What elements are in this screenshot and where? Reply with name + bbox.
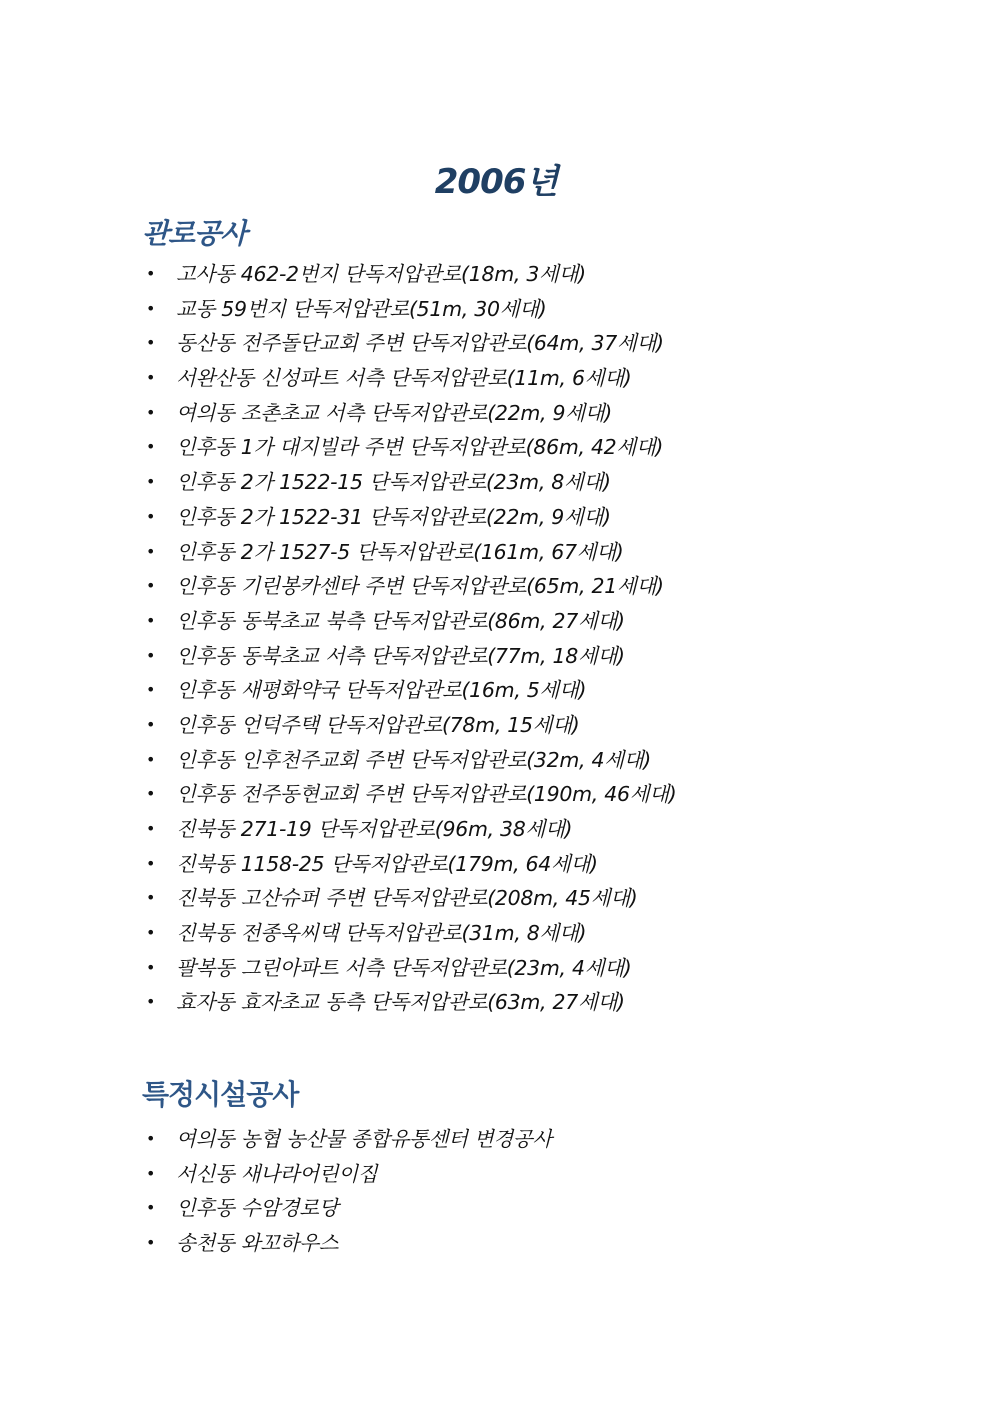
list-item-text: 인후동 새평화약국 단독저압관로(16m, 5세대): [176, 678, 587, 703]
bullet-icon: •: [146, 437, 156, 457]
list-item-text: 인후동 언덕주택 단독저압관로(78m, 15세대): [176, 712, 580, 737]
list-item: [142, 1157, 942, 1192]
list-item-text: 인후동 인후천주교회 주변 단독저압관로(32m, 4세대): [176, 747, 651, 772]
list-item: [142, 1191, 942, 1226]
bullet-icon: •: [146, 819, 156, 838]
bullet-icon: •: [146, 610, 156, 630]
list-item-text: 고사동 462-2번지 단독저압관로(18m, 3세대): [176, 262, 586, 286]
list-item: [142, 743, 942, 778]
bullet-icon: •: [146, 853, 156, 873]
list-item: [142, 708, 942, 743]
list-item-text: 서완산동 신성파트 서측 단독저압관로(11m, 6세대): [176, 366, 632, 391]
list-item: [142, 535, 942, 570]
list-item-text: 인후동 2가 1522-31 단독저압관로(22m, 9세대): [176, 504, 611, 529]
section-heading: 관로공사: [142, 217, 247, 250]
bullet-icon: •: [146, 714, 156, 734]
list-item: [142, 500, 942, 535]
list-item-text: 인후동 2가 1522-15 단독저압관로(23m, 8세대): [176, 470, 611, 495]
list-item: [142, 604, 942, 639]
item-list: [142, 257, 942, 1020]
list-item-text: 서신동 새나라어린이집: [176, 1161, 378, 1186]
bullet-icon: •: [146, 888, 156, 908]
bullet-icon: •: [146, 264, 156, 283]
list-item: [142, 847, 942, 882]
list-item: [142, 777, 942, 812]
bullet-icon: •: [146, 992, 156, 1012]
list-item-text: 진북동 1158-25 단독저압관로(179m, 64세대): [176, 851, 598, 876]
section-pipeline-works: [142, 214, 942, 1020]
list-item: [142, 916, 942, 951]
list-item: [142, 257, 942, 292]
list-item: [142, 465, 942, 500]
list-item: [142, 951, 942, 986]
bullet-icon: •: [146, 506, 156, 526]
bullet-icon: •: [146, 923, 156, 943]
bullet-icon: •: [146, 1233, 156, 1253]
bullet-icon: •: [146, 749, 156, 769]
list-item-text: 효자동 효자초교 동측 단독저압관로(63m, 27세대): [176, 990, 625, 1015]
section-heading: 특정시설공사: [142, 1078, 299, 1111]
list-item: [142, 430, 942, 465]
list-item-text: 인후동 1가 대지빌라 주변 단독저압관로(86m, 42세대): [176, 435, 664, 460]
bullet-icon: •: [146, 1198, 156, 1218]
bullet-icon: •: [146, 333, 156, 353]
list-item-text: 여의동 조촌초교 서측 단독저압관로(22m, 9세대): [176, 400, 612, 425]
list-item-text: 인후동 전주동현교회 주변 단독저압관로(190m, 46세대): [176, 782, 677, 807]
bullet-icon: •: [146, 541, 156, 561]
list-item-text: 진북동 고산슈퍼 주변 단독저압관로(208m, 45세대): [176, 886, 638, 911]
bullet-icon: •: [146, 680, 156, 700]
list-item: [142, 639, 942, 674]
bullet-icon: •: [146, 576, 156, 596]
bullet-icon: •: [146, 1163, 156, 1183]
list-item-text: 팔복동 그린아파트 서측 단독저압관로(23m, 4세대): [176, 955, 632, 980]
list-item-text: 교동 59번지 단독저압관로(51m, 30세대): [176, 296, 547, 321]
list-item: [142, 569, 942, 604]
list-item-text: 인후동 동북초교 서측 단독저압관로(77m, 18세대): [176, 643, 625, 668]
list-item-text: 인후동 기린봉카센타 주변 단독저압관로(65m, 21세대): [176, 574, 664, 599]
bullet-icon: •: [146, 957, 156, 977]
bullet-icon: •: [146, 1129, 156, 1148]
list-item: [142, 292, 942, 327]
list-item-text: 인후동 2가 1527-5 단독저압관로(161m, 67세대): [176, 539, 624, 564]
list-item: [142, 812, 942, 847]
list-item: [142, 881, 942, 916]
list-item: [142, 361, 942, 396]
list-item-text: 여의동 농협 농산물 종합유통센터 변경공사: [176, 1127, 552, 1151]
section-special-facility-works: [142, 1075, 942, 1261]
bullet-icon: •: [146, 472, 156, 492]
list-item-text: 인후동 수암경로당: [176, 1196, 339, 1221]
list-item: [142, 1226, 942, 1261]
list-item-text: 동산동 전주돌단교회 주변 단독저압관로(64m, 37세대): [176, 331, 664, 356]
list-item-text: 진북동 전종옥씨댁 단독저압관로(31m, 8세대): [176, 921, 587, 946]
bullet-icon: •: [146, 402, 156, 422]
list-item: [142, 673, 942, 708]
list-item: [142, 396, 942, 431]
list-item: [142, 1122, 942, 1157]
list-item-text: 인후동 동북초교 북측 단독저압관로(86m, 27세대): [176, 608, 625, 633]
list-item-text: 송천동 와꼬하우스: [176, 1231, 339, 1256]
list-item: [142, 326, 942, 361]
list-item: [142, 985, 942, 1020]
bullet-icon: •: [146, 368, 156, 388]
bullet-icon: •: [146, 298, 156, 318]
list-item-text: 진북동 271-19 단독저압관로(96m, 38세대): [176, 817, 573, 841]
bullet-icon: •: [146, 784, 156, 804]
page-title: 2006년: [434, 162, 558, 202]
item-list: [142, 1122, 942, 1261]
bullet-icon: •: [146, 645, 156, 665]
